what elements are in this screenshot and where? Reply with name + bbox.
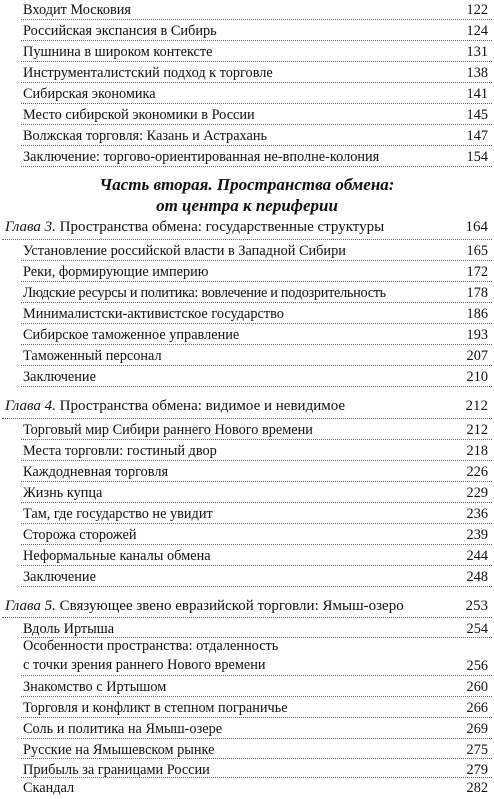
toc-entry[interactable] — [0, 777, 494, 799]
entry-page: 210 — [466, 369, 488, 385]
row-divider — [21, 523, 492, 524]
row-divider — [21, 637, 492, 638]
entry-page: 244 — [466, 548, 488, 564]
entry-page: 256 — [466, 658, 488, 674]
row-divider — [21, 124, 492, 125]
entry-title: Сибирское таможенное управление — [23, 327, 240, 343]
toc-entry[interactable] — [0, 0, 494, 21]
entry-title: Скандал — [23, 780, 75, 796]
entry-title: Минималистски-активистское государство — [23, 306, 284, 322]
row-divider — [21, 738, 492, 739]
row-divider — [21, 586, 492, 587]
toc-entry[interactable] — [0, 524, 494, 546]
entry-title: Торговля и конфликт в степном пограничье — [23, 700, 288, 716]
part-heading-line1: Часть вторая. Пространства обмена: — [99, 175, 395, 194]
row-divider — [21, 777, 492, 778]
chapter-page: 212 — [465, 398, 488, 414]
chapter-3-entry[interactable] — [0, 216, 494, 238]
row-divider — [21, 19, 492, 20]
entry-title: Знакомство с Иртышом — [23, 679, 167, 695]
entry-title: Реки, формирующие империю — [23, 264, 209, 280]
toc-entry[interactable] — [0, 482, 494, 504]
toc-entry[interactable] — [0, 125, 494, 147]
toc-entry[interactable] — [0, 676, 494, 698]
toc-entry[interactable] — [0, 324, 494, 346]
row-divider — [2, 418, 492, 419]
toc-entry[interactable] — [0, 104, 494, 126]
entry-title: Сторожа сторожей — [23, 527, 137, 543]
row-divider — [21, 481, 492, 482]
entry-page: 260 — [466, 679, 488, 695]
row-divider — [21, 386, 492, 387]
entry-title: Места торговли: гостиный двор — [23, 443, 217, 459]
row-divider — [21, 103, 492, 104]
row-divider — [21, 365, 492, 366]
entry-page: 165 — [466, 243, 488, 259]
entry-page: 269 — [466, 721, 488, 737]
toc-entry[interactable] — [0, 62, 494, 84]
entry-title: Вдоль Иртыша — [23, 621, 115, 637]
row-divider — [2, 617, 492, 618]
entry-page: 275 — [466, 742, 488, 758]
chapter-page: 253 — [465, 598, 488, 614]
chapter-page: 164 — [465, 219, 488, 235]
entry-page: 172 — [466, 264, 488, 280]
toc-entry[interactable] — [0, 697, 494, 719]
entry-page: 186 — [466, 306, 488, 322]
entry-page: 266 — [466, 700, 488, 716]
entry-page: 138 — [466, 65, 488, 81]
row-divider — [21, 166, 492, 167]
toc-entry[interactable] — [0, 503, 494, 525]
chapter-title: Связующее звено евразийской торговли: Ямыш-озеро — [59, 598, 404, 614]
entry-title: Заключение: торгово-ориентированная не-вполне-колония — [23, 149, 380, 165]
chapter-label: Глава 3. — [5, 219, 56, 235]
toc-entry[interactable] — [0, 41, 494, 63]
entry-title-line1: Особенности пространства: отдаленность — [23, 638, 279, 654]
toc-entry[interactable] — [0, 282, 494, 304]
row-divider — [21, 717, 492, 718]
entry-title: Входит Московия — [23, 2, 131, 18]
entry-title-line2: с точки зрения раннего Нового времени — [23, 657, 266, 673]
entry-page: 236 — [466, 506, 488, 522]
toc-entry[interactable] — [0, 240, 494, 262]
entry-page: 124 — [466, 23, 488, 39]
entry-page: 147 — [466, 128, 488, 144]
chapter-5-entry[interactable] — [0, 595, 494, 617]
row-divider — [2, 239, 492, 240]
row-divider — [21, 260, 492, 261]
row-divider — [21, 82, 492, 83]
entry-title: Там, где государство не увидит — [23, 506, 213, 522]
row-divider — [21, 544, 492, 545]
entry-title: Торговый мир Сибири раннего Нового времени — [23, 422, 313, 438]
row-divider — [21, 323, 492, 324]
entry-page: 279 — [466, 762, 488, 778]
entry-page: 248 — [466, 569, 488, 585]
chapter-title: Пространства обмена: государственные структуры — [59, 219, 385, 235]
row-divider — [21, 61, 492, 62]
toc-entry[interactable] — [0, 566, 494, 588]
row-divider — [21, 460, 492, 461]
toc-entry[interactable] — [0, 303, 494, 325]
row-divider — [21, 565, 492, 566]
entry-page: 226 — [466, 464, 488, 480]
entry-title: Инструменталистский подход к торговле — [23, 65, 273, 81]
toc-entry[interactable] — [0, 545, 494, 567]
entry-page: 178 — [466, 285, 488, 301]
entry-page: 122 — [466, 2, 488, 18]
row-divider — [21, 758, 492, 759]
toc-entry[interactable] — [0, 419, 494, 441]
entry-title: Людские ресурсы и политика: вовлечение и подозрительность — [23, 285, 386, 301]
toc-entry[interactable] — [0, 83, 494, 105]
entry-title: Пушнина в широком контексте — [23, 44, 213, 60]
row-divider — [21, 145, 492, 146]
toc-entry[interactable] — [0, 718, 494, 740]
entry-title: Таможенный персонал — [23, 348, 162, 364]
entry-title: Заключение — [23, 369, 96, 385]
toc-entry[interactable] — [0, 461, 494, 483]
entry-title: Установление российской власти в Западной Сибири — [23, 243, 346, 259]
entry-page: 193 — [466, 327, 488, 343]
toc-entry[interactable] — [0, 440, 494, 462]
entry-title: Сибирская экономика — [23, 86, 156, 102]
chapter-label: Глава 4. — [5, 398, 56, 414]
entry-title: Прибыль за границами России — [23, 762, 210, 778]
row-divider — [21, 40, 492, 41]
row-divider — [21, 696, 492, 697]
entry-title: Неформальные каналы обмена — [23, 548, 211, 564]
entry-title: Российская экспансия в Сибирь — [23, 23, 217, 39]
entry-title: Соль и политика на Ямыш-озере — [23, 721, 223, 737]
entry-title: Заключение — [23, 569, 96, 585]
chapter-label: Глава 5. — [5, 598, 56, 614]
toc-entry[interactable] — [0, 366, 494, 388]
entry-page: 229 — [466, 485, 488, 501]
entry-title: Место сибирской экономики в России — [23, 107, 255, 123]
toc-entry[interactable] — [0, 345, 494, 367]
entry-title — [23, 637, 278, 675]
entry-page: 218 — [466, 443, 488, 459]
entry-page: 154 — [466, 149, 488, 165]
entry-title: Волжская торговля: Казань и Астрахань — [23, 128, 268, 144]
chapter-title: Пространства обмена: видимое и невидимое — [59, 398, 346, 414]
row-divider — [21, 502, 492, 503]
entry-page: 254 — [466, 621, 488, 637]
part-heading-line2: от центра к периферии — [156, 196, 338, 215]
row-divider — [21, 302, 492, 303]
row-divider — [21, 344, 492, 345]
entry-title: Жизнь купца — [23, 485, 103, 501]
entry-title: Каждодневная торговля — [23, 464, 169, 480]
row-divider — [21, 439, 492, 440]
entry-page: 131 — [466, 44, 488, 60]
toc-entry[interactable] — [0, 261, 494, 283]
entry-title: Русские на Ямышевском рынке — [23, 742, 215, 758]
entry-page: 145 — [466, 107, 488, 123]
chapter-4-entry[interactable] — [0, 395, 494, 417]
row-divider — [21, 675, 492, 676]
toc-entry[interactable] — [0, 20, 494, 42]
entry-page: 212 — [466, 422, 488, 438]
toc-entry[interactable] — [0, 146, 494, 168]
entry-page: 282 — [466, 780, 488, 796]
toc-entry[interactable] — [0, 637, 494, 677]
entry-page: 141 — [466, 86, 488, 102]
entry-page: 207 — [466, 348, 488, 364]
row-divider — [21, 281, 492, 282]
entry-page: 239 — [466, 527, 488, 543]
